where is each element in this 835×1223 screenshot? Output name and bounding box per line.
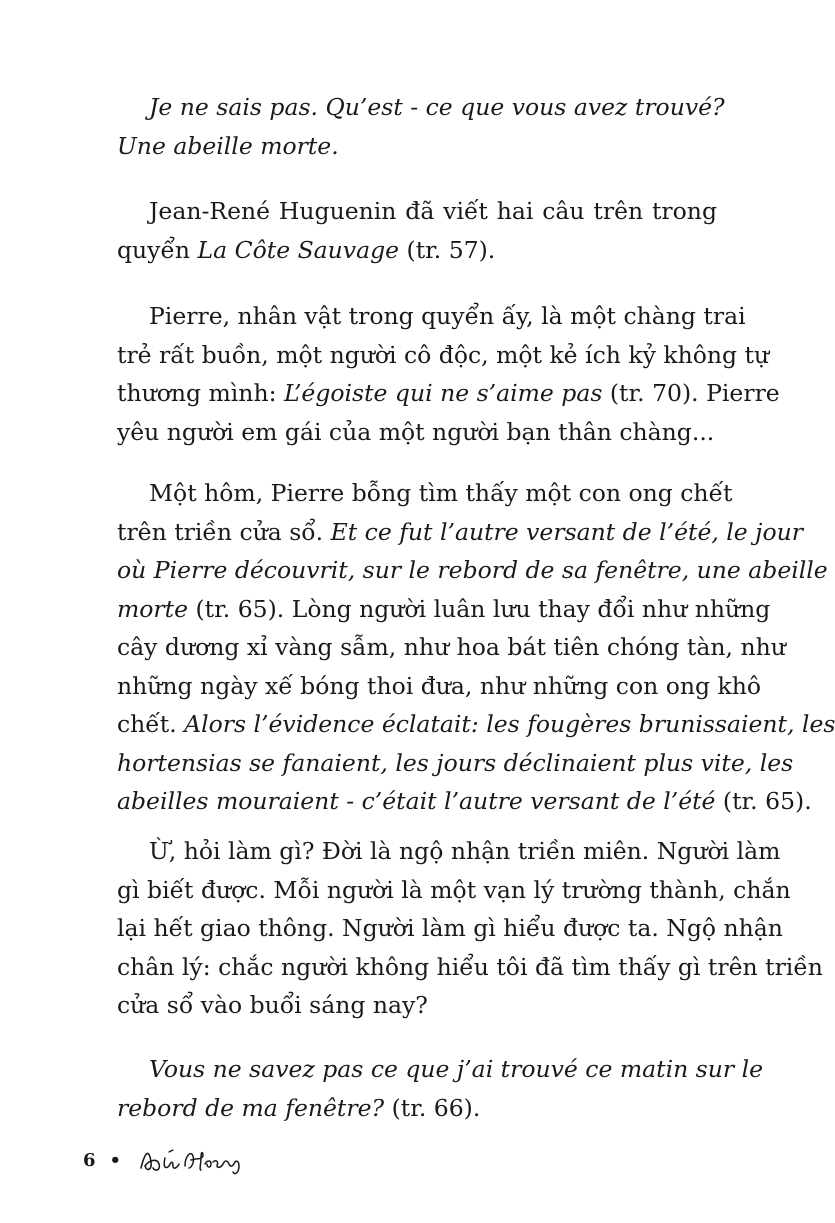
text-line bbox=[117, 513, 803, 552]
italic-quote-text: Et ce fut l’autre versant de l’été, le jour bbox=[330, 517, 803, 546]
body-text: quyển bbox=[117, 235, 198, 264]
text-line bbox=[117, 192, 717, 231]
body-text: trên triền cửa sổ. bbox=[117, 517, 331, 546]
italic-quote-text: abeilles mouraient - c’était l’autre versant de l’été bbox=[117, 787, 716, 815]
italic-quote-text: rebord de ma fenêtre? bbox=[117, 1093, 385, 1122]
paragraph bbox=[117, 474, 835, 821]
text-line bbox=[117, 628, 786, 667]
body-text: những ngày xế bóng thoi đưa, như những con ong khô bbox=[117, 671, 762, 700]
text-line bbox=[117, 551, 828, 590]
page-footer bbox=[83, 1140, 255, 1180]
text-line bbox=[117, 127, 717, 166]
text-line bbox=[117, 231, 717, 270]
page-number: 6 bbox=[83, 1149, 96, 1171]
body-text: (tr. 66). bbox=[384, 1093, 481, 1122]
body-text: yêu người em gái của một người bạn thân chàng... bbox=[117, 417, 715, 446]
footer-separator: • bbox=[109, 1149, 122, 1171]
paragraph bbox=[117, 192, 717, 269]
body-text: Jean-René Huguenin đã viết hai câu trên trong bbox=[149, 197, 717, 225]
text-line bbox=[117, 782, 812, 821]
text-line bbox=[117, 474, 733, 513]
italic-quote-text: Alors l’évidence éclatait: les fougères brunissaient, les bbox=[184, 710, 835, 738]
italic-quote-text: Une abeille morte. bbox=[117, 131, 339, 160]
paragraph bbox=[117, 832, 823, 1025]
text-line bbox=[117, 909, 783, 948]
paragraph bbox=[117, 297, 780, 451]
text-line bbox=[117, 986, 717, 1025]
text-line bbox=[117, 336, 770, 375]
italic-quote-text: morte bbox=[117, 594, 189, 623]
paragraph bbox=[117, 1050, 764, 1127]
text-line bbox=[117, 871, 791, 910]
body-text: (tr. 57). bbox=[399, 235, 496, 264]
body-text: (tr. 65). Lòng người luân lưu thay đổi như những bbox=[188, 594, 771, 623]
text-line bbox=[117, 297, 746, 336]
body-text: trẻ rất buồn, một người cô độc, một kẻ ích kỷ không tự bbox=[117, 340, 770, 369]
text-line bbox=[117, 374, 780, 413]
italic-quote-text: La Côte Sauvage bbox=[197, 235, 400, 264]
text-line bbox=[117, 1089, 717, 1128]
italic-quote-text: Je ne sais pas. Qu’est - ce que vous avez trouvé? bbox=[149, 93, 725, 121]
italic-quote-text: L’égoiste qui ne s’aime pas bbox=[283, 379, 603, 407]
text-line bbox=[117, 705, 835, 744]
italic-quote-text: Vous ne savez pas ce que j’ai trouvé ce matin sur le bbox=[149, 1055, 764, 1083]
text-line bbox=[117, 1050, 764, 1089]
text-line bbox=[117, 88, 725, 127]
text-line bbox=[117, 413, 717, 452]
paragraph bbox=[117, 88, 725, 165]
body-text: chân lý: chắc người không hiểu tôi đã tìm thấy gì trên triền bbox=[117, 952, 823, 981]
body-text: Một hôm, Pierre bỗng tìm thấy một con ong chết bbox=[149, 479, 733, 507]
body-text: cửa sổ vào buổi sáng nay? bbox=[117, 991, 428, 1019]
body-text: chết. bbox=[117, 710, 185, 738]
italic-quote-text: hortensias se fanaient, les jours déclinaient plus vite, les bbox=[117, 748, 794, 777]
text-line bbox=[117, 590, 771, 629]
body-text: cây dương xỉ vàng sẫm, như hoa bát tiên chóng tàn, như bbox=[117, 633, 786, 661]
text-line bbox=[117, 832, 781, 871]
body-text: gì biết được. Mỗi người là một vạn lý trường thành, chắn bbox=[117, 875, 791, 904]
italic-quote-text: où Pierre découvrit, sur le rebord de sa fenêtre, une abeille bbox=[117, 556, 828, 584]
body-text: Pierre, nhân vật trong quyển ấy, là một chàng trai bbox=[149, 302, 746, 330]
body-text: lại hết giao thông. Người làm gì hiểu được ta. Ngộ nhận bbox=[117, 914, 783, 942]
text-line bbox=[117, 667, 762, 706]
body-text: (tr. 65). bbox=[715, 787, 812, 815]
body-text: Ừ, hỏi làm gì? Đời là ngộ nhận triền miên. Người làm bbox=[149, 837, 781, 865]
author-signature bbox=[135, 1142, 255, 1178]
text-line bbox=[117, 948, 823, 987]
body-text: thương mình: bbox=[117, 379, 284, 407]
text-line bbox=[117, 744, 794, 783]
body-text: (tr. 70). Pierre bbox=[602, 379, 780, 407]
